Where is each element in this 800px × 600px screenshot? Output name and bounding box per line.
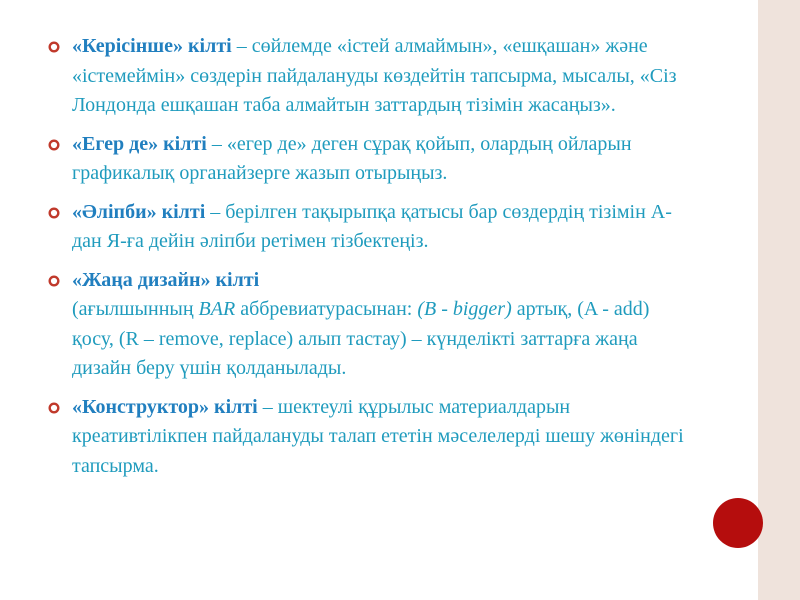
bullet-icon (48, 139, 60, 151)
item-text: аббревиатурасынан: (235, 298, 418, 320)
bullet-item-5 (45, 393, 695, 482)
bullet-item-2 (45, 130, 695, 189)
bullet-item-1 (45, 32, 695, 121)
bullet-item-3 (45, 198, 695, 257)
bullet-icon (48, 41, 60, 53)
item-text: артық, (A - add) қосу, (R – remove, replace) алып тастау) – күнделікті заттарға жаңа дизайн беру үшін қолданылады. (72, 298, 650, 379)
item-heading: «Жаңа дизайн» кілті (72, 268, 260, 291)
item-heading: «Керісінше» кілті (72, 35, 232, 57)
item-text: – сөйлемде «істей алмаймын», «ешқашан» және «істемеймін» сөздерін пайдалануды көздейтін тапсырма, мысалы, «Сіз Лондонда ешқашан таба алмайтын заттардың тізімін жасаңыз». (72, 35, 677, 116)
bullet-icon (48, 207, 60, 219)
item-text-italic: (B - bigger) (417, 298, 512, 320)
bullet-icon (48, 275, 60, 287)
bullet-item-4 (45, 266, 695, 384)
item-heading: «Конструктор» кілті (72, 395, 258, 418)
item-text: – «егер де» деген сұрақ қойып, олардың ойларын графикалық органайзерге жазып отырыңыз. (72, 132, 632, 184)
decorative-red-circle (713, 498, 763, 548)
item-heading: «Әліпби» кілті (72, 200, 206, 223)
item-text: – шектеулі құрылыс материалдарын креативтілікпен пайдалануды талап ететін мәселелерді шешу жөніндегі тапсырма. (72, 395, 684, 477)
item-heading: «Егер де» кілті (72, 132, 207, 155)
item-text: (ағылшынның (72, 298, 199, 320)
bullet-icon (48, 402, 60, 414)
item-text: – берілген тақырыпқа қатысы бар сөздердің тізімін А-дан Я-ға дейін әліпби ретімен тізбектеңіз. (72, 200, 672, 252)
item-text-italic: BAR (198, 298, 236, 320)
decorative-stripes (758, 0, 800, 600)
slide-content (45, 32, 695, 481)
